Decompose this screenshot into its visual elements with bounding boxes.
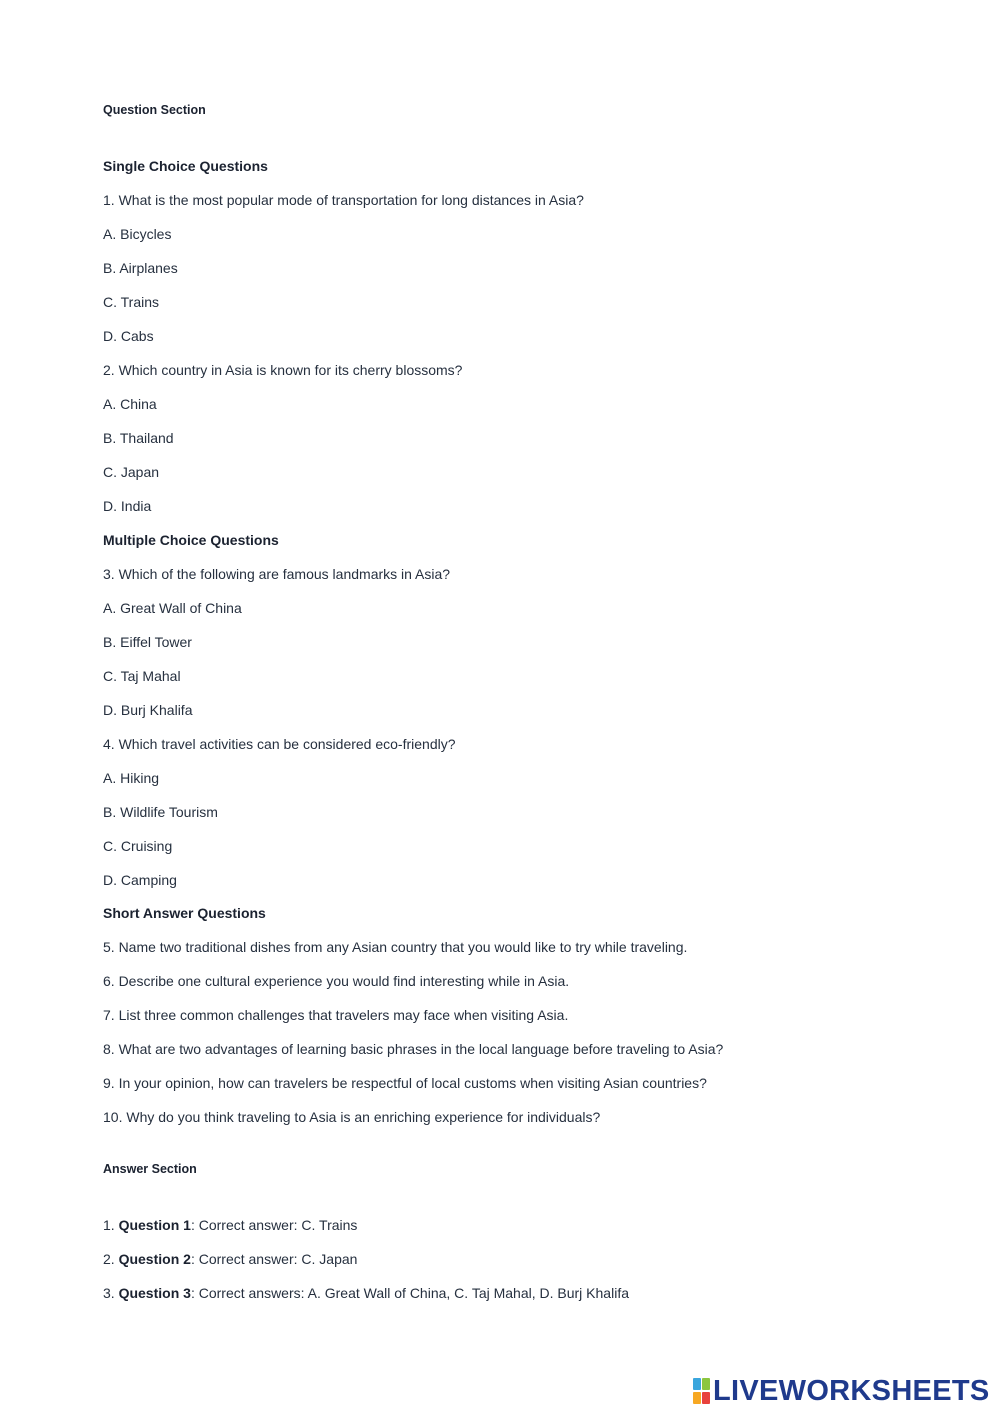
question-1-option-b: B. Airplanes <box>103 260 178 276</box>
question-10-text: 10. Why do you think traveling to Asia is an enriching experience for individuals? <box>103 1109 601 1125</box>
liveworksheets-logo-text: LIVEWORKSHEETS <box>713 1375 990 1407</box>
question-3-option-a: A. Great Wall of China <box>103 600 242 616</box>
answer-section-title: Answer Section <box>103 1162 197 1176</box>
answer-3-number: 3. <box>103 1285 119 1301</box>
question-3-text: 3. Which of the following are famous landmarks in Asia? <box>103 566 451 582</box>
question-2-option-d: D. India <box>103 498 152 514</box>
single-choice-heading: Single Choice Questions <box>103 158 268 174</box>
question-1-option-c: C. Trains <box>103 294 160 310</box>
answer-3-text: : Correct answers: A. Great Wall of China, C. Taj Mahal, D. Burj Khalifa <box>190 1285 629 1301</box>
short-answer-heading: Short Answer Questions <box>103 905 266 921</box>
multiple-choice-heading: Multiple Choice Questions <box>103 532 279 548</box>
question-5-text: 5. Name two traditional dishes from any Asian country that you would like to try while traveling. <box>103 939 688 955</box>
answer-1-number: 1. <box>103 1217 119 1233</box>
answer-3 <box>103 1284 629 1302</box>
answer-2 <box>103 1250 357 1268</box>
question-4-text: 4. Which travel activities can be considered eco-friendly? <box>103 736 456 752</box>
logo-square-top-left <box>693 1378 701 1390</box>
answer-3-label: Question 3 <box>118 1285 191 1301</box>
question-3-option-b: B. Eiffel Tower <box>103 634 192 650</box>
question-8-text: 8. What are two advantages of learning basic phrases in the local language before traveling to Asia? <box>103 1041 724 1057</box>
question-9-text: 9. In your opinion, how can travelers be respectful of local customs when visiting Asian countries? <box>103 1075 707 1091</box>
question-2-option-a: A. China <box>103 396 157 412</box>
question-4-option-c: C. Cruising <box>103 838 173 854</box>
question-2-option-c: C. Japan <box>103 464 160 480</box>
answer-2-number: 2. <box>103 1251 119 1267</box>
answer-2-text: : Correct answer: C. Japan <box>190 1251 358 1267</box>
question-4-option-d: D. Camping <box>103 872 177 888</box>
question-4-option-b: B. Wildlife Tourism <box>103 804 218 820</box>
question-4-option-a: A. Hiking <box>103 770 160 786</box>
question-1-option-d: D. Cabs <box>103 328 154 344</box>
logo-square-bottom-right <box>702 1392 710 1404</box>
question-section-title: Question Section <box>103 103 206 117</box>
question-3-option-d: D. Burj Khalifa <box>103 702 193 718</box>
answer-2-label: Question 2 <box>118 1251 191 1267</box>
logo-square-top-right <box>702 1378 710 1390</box>
question-6-text: 6. Describe one cultural experience you would find interesting while in Asia. <box>103 973 570 989</box>
question-3-option-c: C. Taj Mahal <box>103 668 181 684</box>
question-7-text: 7. List three common challenges that travelers may face when visiting Asia. <box>103 1007 569 1023</box>
logo-square-bottom-left <box>693 1392 701 1404</box>
question-1-option-a: A. Bicycles <box>103 226 172 242</box>
question-2-text: 2. Which country in Asia is known for its cherry blossoms? <box>103 362 463 378</box>
answer-1-text: : Correct answer: C. Trains <box>190 1217 358 1233</box>
liveworksheets-logo-icon <box>693 1378 710 1404</box>
question-2-option-b: B. Thailand <box>103 430 174 446</box>
question-1-text: 1. What is the most popular mode of transportation for long distances in Asia? <box>103 192 584 208</box>
liveworksheets-logo <box>693 1374 990 1408</box>
answer-1-label: Question 1 <box>118 1217 191 1233</box>
answer-1 <box>103 1216 357 1234</box>
